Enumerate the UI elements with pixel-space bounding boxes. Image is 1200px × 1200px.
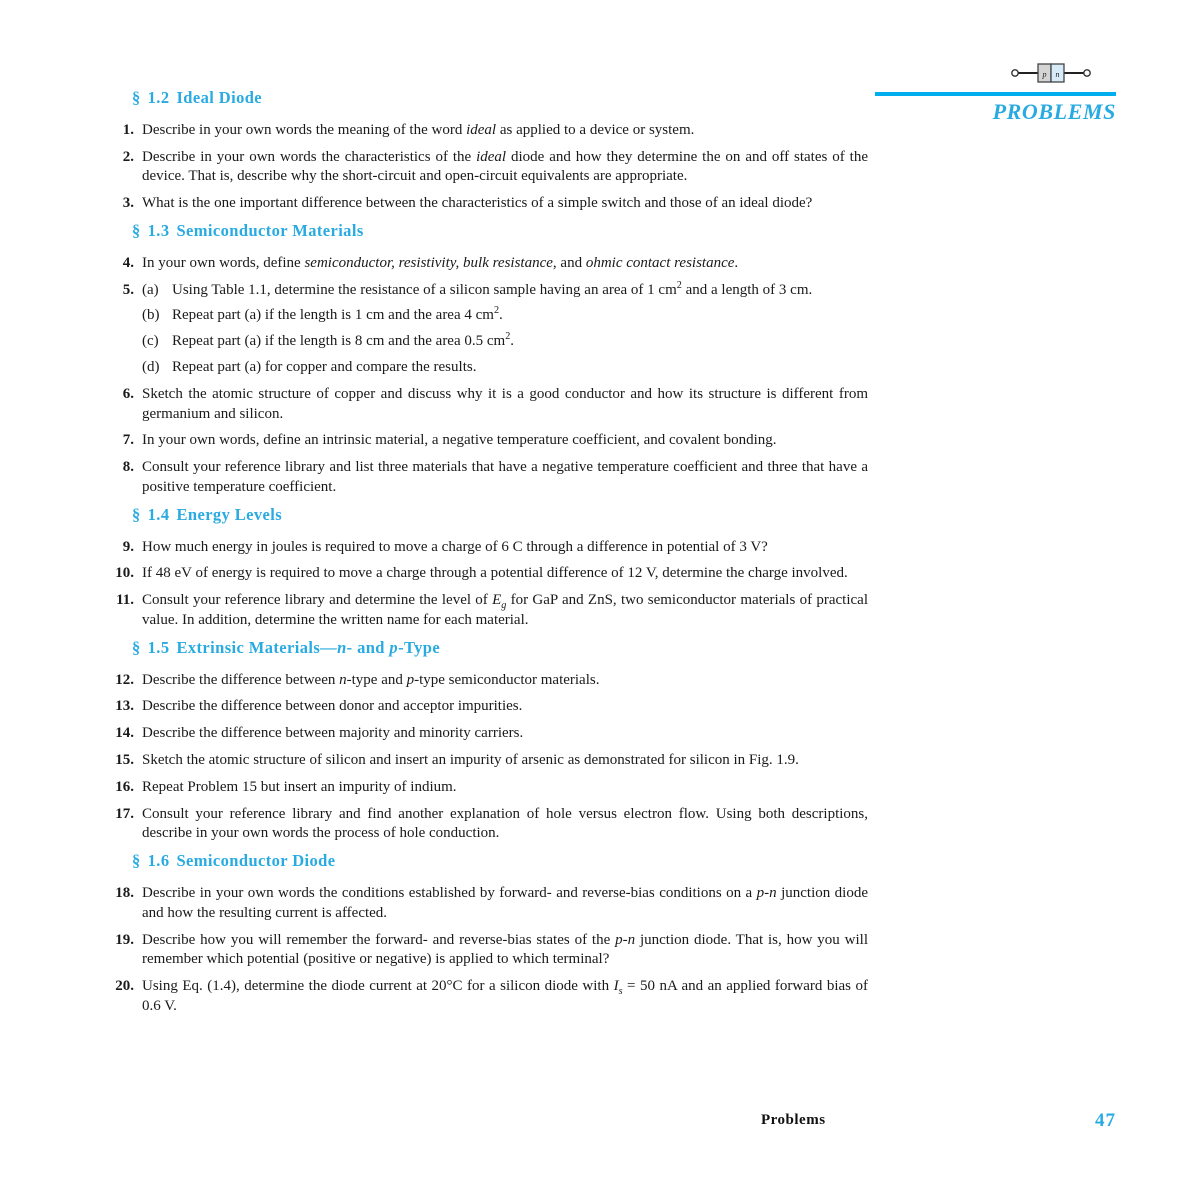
- problem-list: [108, 884, 868, 1017]
- section-number: 1.3: [147, 220, 170, 240]
- problem-number: 17.: [115, 805, 134, 822]
- problem-item: [108, 148, 868, 188]
- problem-number: 12.: [115, 671, 134, 688]
- subpart-label: (b): [142, 307, 160, 324]
- problem-item: [108, 724, 868, 744]
- page-header: [856, 60, 1116, 124]
- problem-text: Describe how you will remember the forward- and reverse-bias states of the p-n junction diode. That is, how you will remember which potential (positive or negative) is applied to which terminal?: [142, 931, 868, 968]
- page-title: PROBLEMS: [992, 99, 1116, 124]
- problem-list: [108, 538, 868, 631]
- problem-item: [108, 385, 868, 425]
- section-title: Semiconductor Diode: [176, 851, 336, 871]
- problem-text: Consult your reference library and determine the level of $E_g$ for GaP and ZnS, two semiconductor materials of practical value. In addition, determine the written name for each material.: [142, 592, 869, 628]
- section-heading-1.5: [108, 638, 868, 658]
- section-number: 1.4: [147, 504, 170, 524]
- section-symbol: §: [132, 88, 141, 107]
- problem-text: What is the one important difference between the characteristics of a simple switch and those of an ideal diode?: [142, 195, 813, 212]
- problem-text: Describe in your own words the characteristics of the ideal diode and how they determine the on and off states of the device. That is, describe why the short-circuit and open-circuit equivalents are appropriate.: [142, 148, 868, 185]
- problem-number: 9.: [122, 538, 134, 555]
- problem-number: 3.: [122, 195, 134, 212]
- section-heading-1.3: [108, 221, 868, 241]
- section-heading-1.2: [108, 88, 868, 108]
- subpart-text: Repeat part (a) if the length is 1 cm and the area 4 $cm^2$.: [172, 305, 503, 324]
- problem-item: [108, 977, 868, 1017]
- problem-text: Describe the difference between donor and acceptor impurities.: [142, 698, 523, 715]
- problem-text: Repeat Problem 15 but insert an impurity of indium.: [142, 778, 457, 795]
- problem-text: Using Eq. (1.4), determine the diode current at 20°C for a silicon diode with $I_s = 50$ nA and an applied forward bias of 0.6 V.: [142, 978, 868, 1014]
- problem-item: [108, 121, 868, 141]
- section-symbol: §: [132, 637, 141, 657]
- problem-item: [108, 697, 868, 717]
- subpart-text: Using Table 1.1, determine the resistance of a silicon sample having an area of 1 $cm^2$ and a length of 3 cm.: [172, 279, 813, 298]
- section-number: 1.5: [147, 637, 170, 657]
- problem-text: Describe in your own words the conditions established by forward- and reverse-bias conditions on a p-n junction diode and how the resulting current is affected.: [142, 884, 868, 921]
- problem-text: Describe in your own words the meaning of the word ideal as applied to a device or system.: [142, 121, 695, 138]
- problem-item: [108, 194, 868, 214]
- section-symbol: §: [132, 504, 141, 524]
- problem-text: In your own words, define an intrinsic material, a negative temperature coefficient, and covalent bonding.: [142, 432, 777, 449]
- problem-number: 1.: [122, 121, 134, 138]
- problem-text: In your own words, define semiconductor, resistivity, bulk resistance, and ohmic contact resistance.: [142, 254, 739, 271]
- problem-number: 8.: [122, 459, 134, 476]
- section-number: 1.6: [147, 851, 170, 871]
- problem-item: [108, 591, 868, 631]
- problem-list: [108, 671, 868, 845]
- problem-subpart: [142, 306, 868, 326]
- problem-item: [108, 281, 868, 378]
- problem-number: 13.: [115, 698, 134, 715]
- problem-text: How much energy in joules is required to move a charge of 6 C through a difference in potential of 3 V?: [142, 538, 768, 555]
- problem-text: Describe the difference between majority and minority carriers.: [142, 725, 524, 742]
- problem-subpart: [142, 358, 868, 378]
- subpart-text: Repeat part (a) if the length is 8 cm and the area 0.5 $cm^2$.: [172, 331, 515, 350]
- problem-number: 19.: [115, 931, 134, 948]
- problem-item: [108, 458, 868, 498]
- subpart-label: (a): [142, 281, 159, 298]
- problem-text: Sketch the atomic structure of copper and discuss why it is a good conductor and how its structure is different from germanium and silicon.: [142, 385, 868, 422]
- problem-text: If 48 eV of energy is required to move a charge through a potential difference of 12 V, determine the charge involved.: [142, 565, 848, 582]
- problem-number: 4.: [122, 254, 134, 271]
- problem-number: 6.: [122, 385, 134, 402]
- problems-content: [108, 88, 868, 1024]
- problem-item: [108, 254, 868, 274]
- problem-number: 16.: [115, 778, 134, 795]
- problem-number: 14.: [115, 725, 134, 742]
- problem-item: [108, 805, 868, 845]
- problem-number: 7.: [122, 432, 134, 449]
- section-number: 1.2: [147, 88, 170, 107]
- problem-number: 2.: [122, 148, 134, 165]
- header-accent-rule: [875, 92, 1116, 96]
- problem-number: 15.: [115, 751, 134, 768]
- problem-item: [108, 564, 868, 584]
- problem-item: [108, 751, 868, 771]
- problem-number: 18.: [115, 884, 134, 901]
- problem-number: 11.: [116, 592, 134, 609]
- section-heading-1.6: [108, 851, 868, 871]
- problem-item: [108, 671, 868, 691]
- page-number: 47: [1095, 1110, 1116, 1131]
- problem-text: Sketch the atomic structure of silicon and insert an impurity of arsenic as demonstrated for silicon in Fig. 1.9.: [142, 751, 799, 768]
- diode-n-label: n: [1055, 70, 1060, 79]
- problem-text: Consult your reference library and find another explanation of hole versus electron flow. Using both descriptions, describe in your own words the process of hole conduction.: [142, 805, 868, 842]
- section-title: Semiconductor Materials: [176, 220, 364, 240]
- problem-subpart-list: [142, 281, 868, 378]
- diode-p-label: p: [1042, 70, 1047, 79]
- problem-number: 10.: [115, 565, 134, 582]
- problem-item: [108, 538, 868, 558]
- problem-number: 5.: [122, 281, 134, 298]
- page-footer: [108, 1112, 1116, 1136]
- problem-item: [108, 931, 868, 971]
- problem-number: 20.: [115, 978, 134, 995]
- section-title: Extrinsic Materials—n- and p-Type: [176, 637, 441, 657]
- problem-subpart: [142, 332, 868, 352]
- problem-item: [108, 884, 868, 924]
- problem-list: [108, 254, 868, 498]
- section-heading-1.4: [108, 505, 868, 525]
- section-title: Energy Levels: [176, 504, 283, 524]
- pn-junction-diode-icon: [1008, 60, 1094, 86]
- subpart-text: Repeat part (a) for copper and compare the results.: [172, 358, 477, 375]
- section-title: Ideal Diode: [176, 88, 263, 107]
- problem-item: [108, 431, 868, 451]
- problem-item: [108, 778, 868, 798]
- problem-text: Consult your reference library and list three materials that have a negative temperature coefficient and three that have a positive temperature coefficient.: [142, 459, 868, 495]
- problem-text: Describe the difference between n-type and p-type semiconductor materials.: [142, 671, 600, 688]
- problem-list: [108, 121, 868, 214]
- subpart-label: (c): [142, 333, 159, 350]
- problem-subpart: [142, 281, 868, 301]
- footer-label: Problems: [761, 1112, 826, 1128]
- subpart-label: (d): [142, 358, 160, 375]
- section-symbol: §: [132, 851, 141, 871]
- section-symbol: §: [132, 220, 141, 240]
